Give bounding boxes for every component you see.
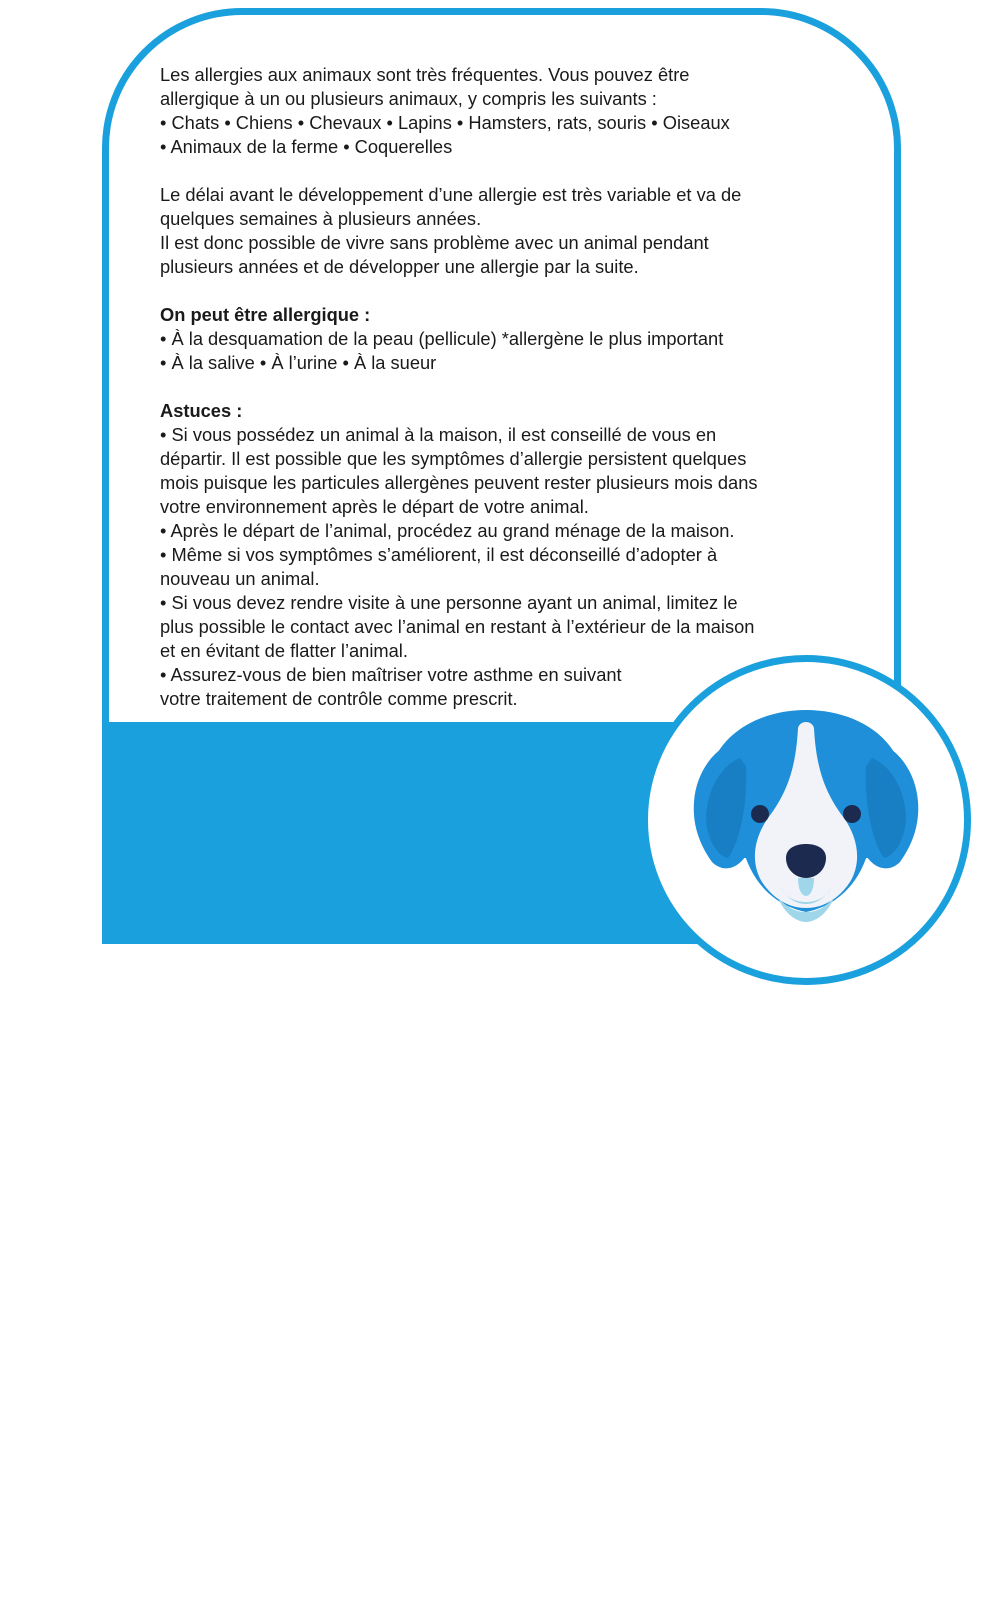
title-line-2: (animaux)	[192, 1540, 459, 1600]
intro-paragraph-delay: Le délai avant le développement d’une allergie est très variable et va de quelques semaines à plusieurs années. Il est donc possible de vivre sans problème avec un animal pendant plusieurs années et de développer une allergie par la suite.	[160, 184, 742, 277]
allergic-heading: On peut être allergique :	[160, 304, 371, 325]
info-text	[160, 63, 880, 711]
tips-heading: Astuces :	[160, 400, 243, 421]
page-title	[192, 1474, 566, 1602]
dog-icon-badge	[641, 655, 971, 985]
allergic-section	[160, 303, 880, 375]
title-line-1: Les allergènes	[192, 1476, 566, 1536]
allergic-list: • À la desquamation de la peau (pellicule) *allergène le plus important • À la salive • À l’urine • À la sueur	[160, 328, 724, 373]
tips-list: • Si vous possédez un animal à la maison, il est conseillé de vous en départir. Il est possible que les symptômes d’allergie persistent quelques mois puisque les particules allergènes peuvent rester plusieurs mois dans votre environnement après le départ de votre animal. • Après le départ de l’animal, procédez au grand ménage de la maison. • Même si vos symptômes s’améliorent, il est déconseillé d’adopter à nouveau un animal. • Si vous devez rendre visite à une personne ayant un animal, limitez le plus possible le contact avec l’animal en restant à l’extérieur de la maison et en évitant de flatter l’animal. • Assurez-vous de bien maîtriser votre asthme en suivant votre traitement de contrôle comme prescrit.	[160, 424, 758, 709]
intro-paragraph-animals: Les allergies aux animaux sont très fréquentes. Vous pouvez être allergique à un ou plusieurs animaux, y compris les suivants : • Chats • Chiens • Chevaux • Lapins • Hamsters, rats, souris • Oiseaux • Animaux de la ferme • Coquerelles	[160, 64, 730, 157]
dog-face-icon	[648, 662, 964, 978]
